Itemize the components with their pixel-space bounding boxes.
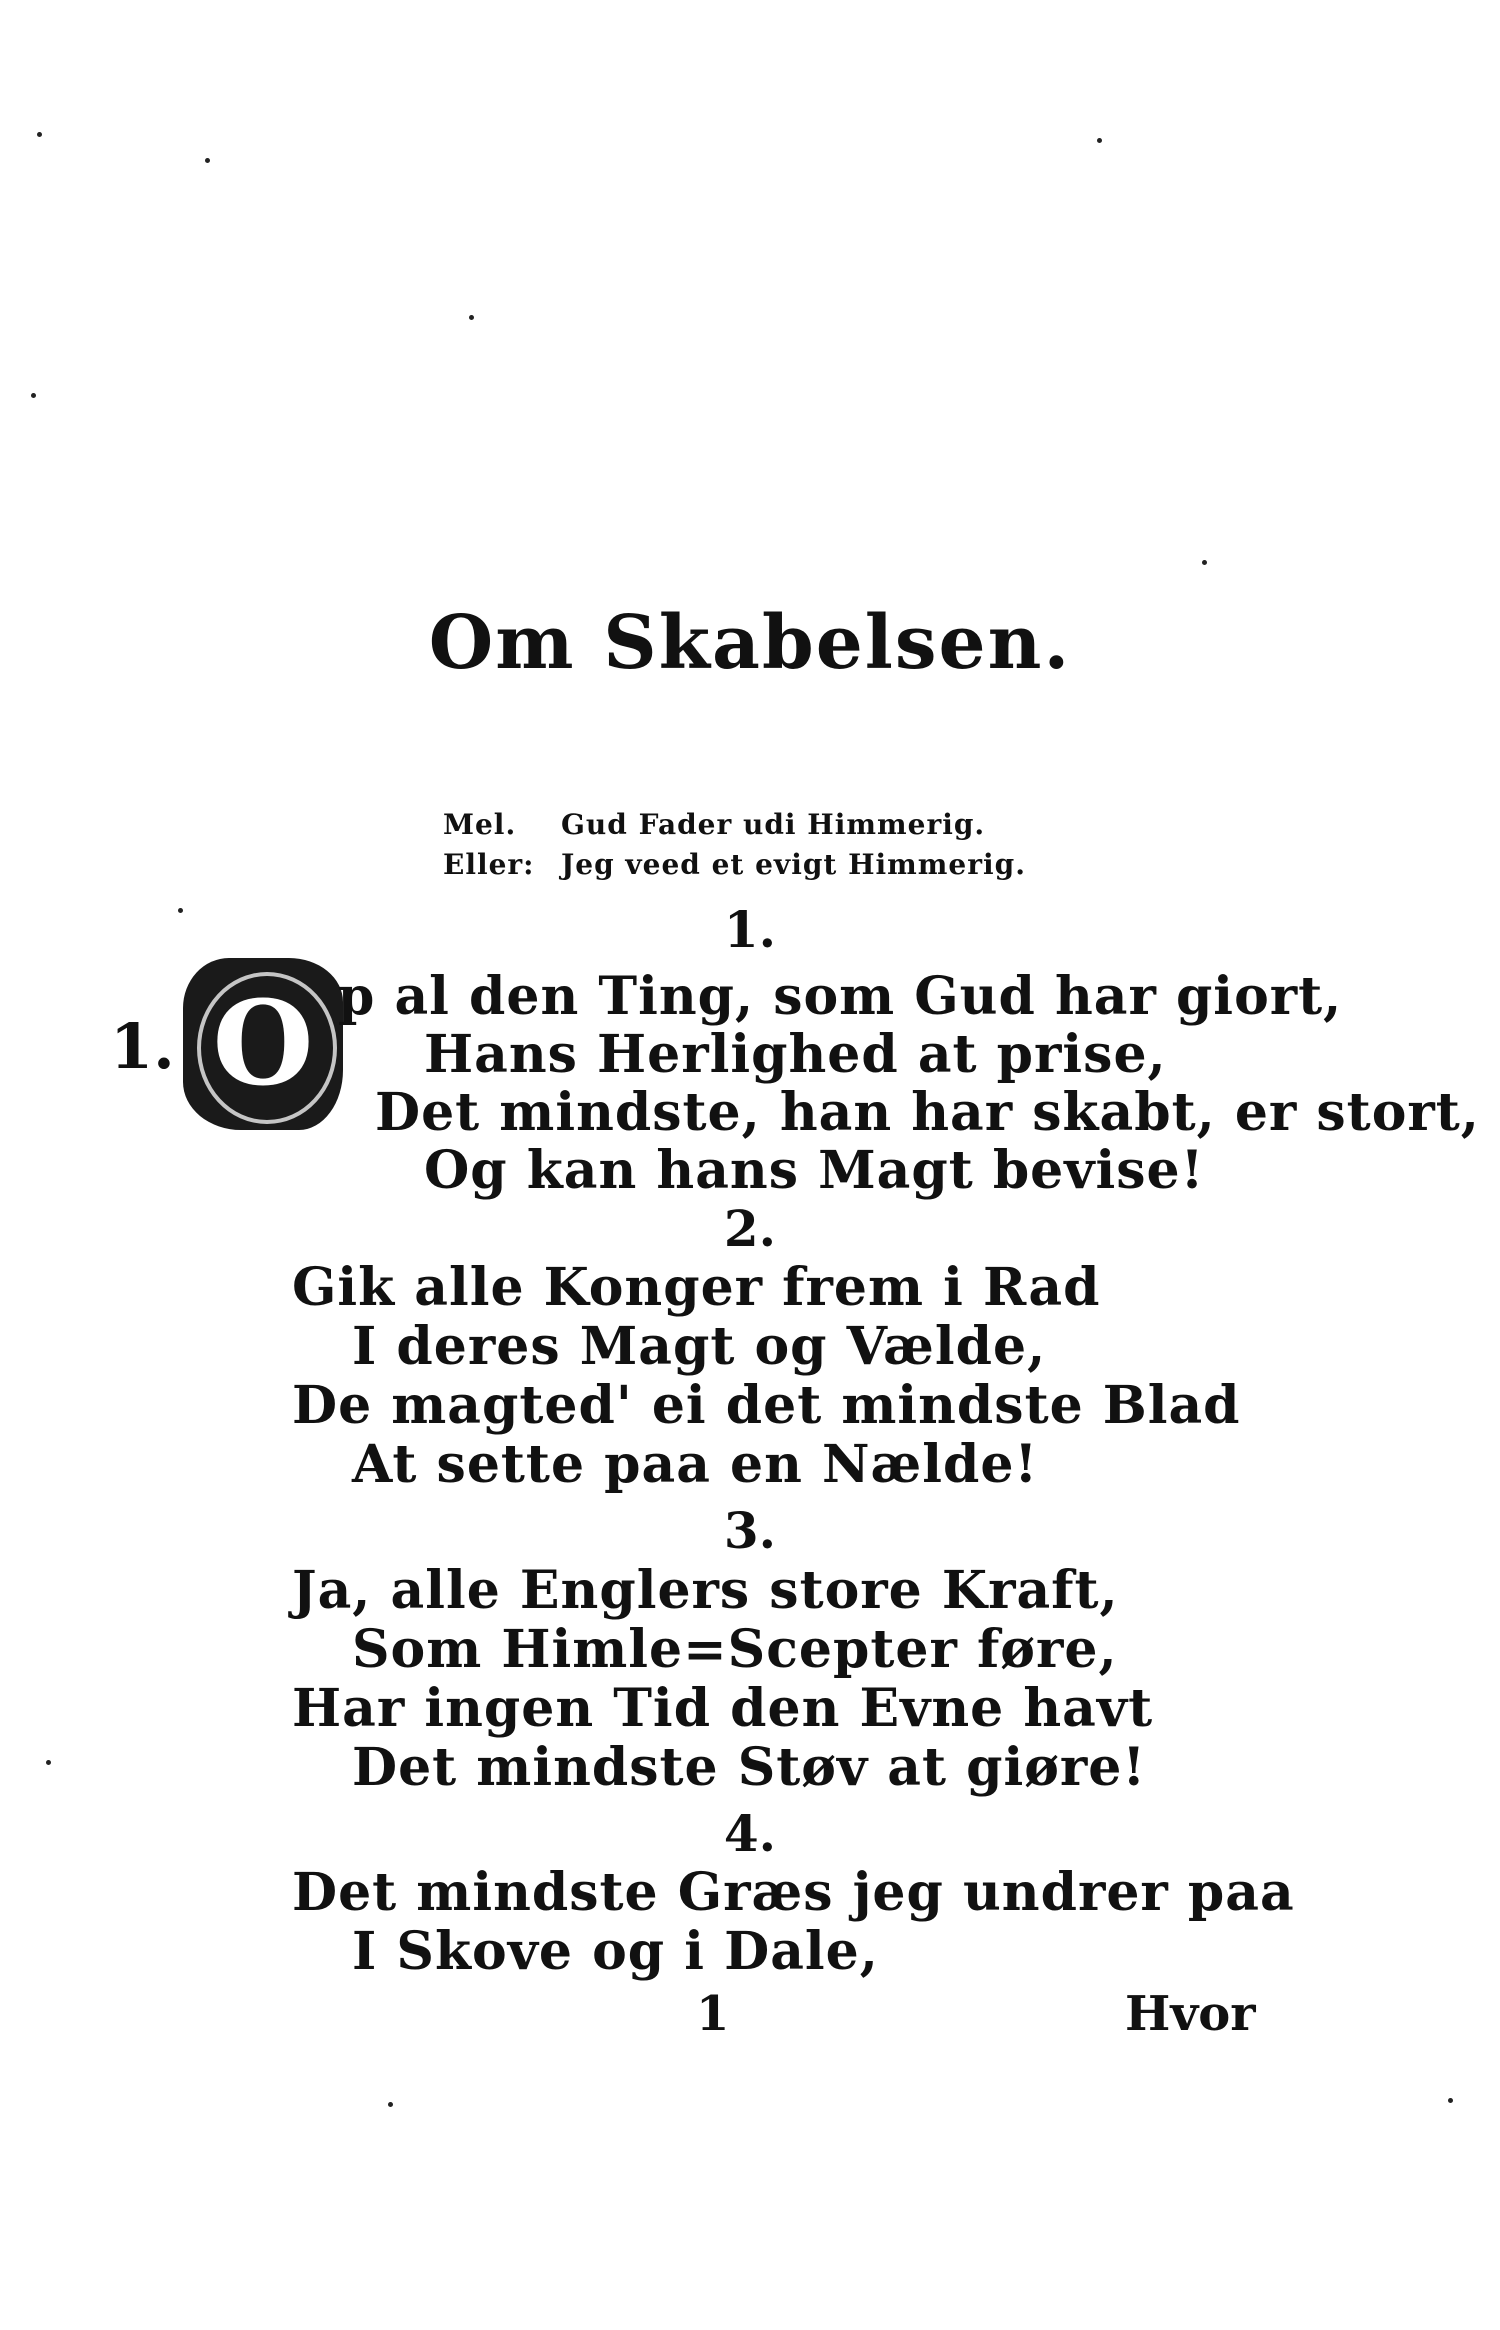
verse-line: I deres Magt og Vælde, bbox=[352, 1316, 1047, 1377]
hymn-number: 1. bbox=[110, 1010, 175, 1083]
verse-line: De magted' ei det mindste Blad bbox=[292, 1375, 1241, 1436]
verse-line: Det mindste Græs jeg undrer paa bbox=[292, 1862, 1295, 1923]
alternate-melody-text: Jeg veed et evigt Himmerig. bbox=[561, 848, 1026, 881]
scan-speck bbox=[1448, 2098, 1453, 2103]
verse-number: 1. bbox=[723, 900, 777, 959]
verse-line: Det mindste, han har skabt, er stort, bbox=[375, 1082, 1480, 1143]
alternate-melody-line bbox=[443, 848, 1026, 881]
scan-speck bbox=[388, 2102, 393, 2107]
scan-speck bbox=[46, 1760, 51, 1765]
melody-text: Gud Fader udi Himmerig. bbox=[561, 808, 986, 841]
scan-speck bbox=[31, 393, 36, 398]
page-number: 1 bbox=[696, 1986, 730, 2042]
catchword: Hvor bbox=[1125, 1986, 1256, 2042]
verse-line: Gik alle Konger frem i Rad bbox=[292, 1257, 1101, 1318]
alternate-melody-label: Eller: bbox=[443, 848, 535, 881]
verse-number: 3. bbox=[723, 1501, 777, 1560]
verse-line: Har ingen Tid den Evne havt bbox=[292, 1678, 1154, 1739]
scan-speck bbox=[37, 132, 42, 137]
verse-line: I Skove og i Dale, bbox=[352, 1921, 879, 1982]
drop-cap-letter: O bbox=[212, 976, 314, 1112]
verse-line: Hans Herlighed at prise, bbox=[424, 1024, 1167, 1085]
scan-speck bbox=[469, 315, 474, 320]
scan-speck bbox=[1202, 560, 1207, 565]
verse-number: 4. bbox=[723, 1804, 777, 1863]
verse-line: Det mindste Støv at giøre! bbox=[352, 1737, 1147, 1798]
scan-speck bbox=[1097, 138, 1102, 143]
verse-line: p al den Ting, som Gud har giort, bbox=[338, 966, 1343, 1027]
verse-line: Og kan hans Magt bevise! bbox=[424, 1140, 1205, 1201]
verse-number: 2. bbox=[723, 1199, 777, 1258]
melody-line bbox=[443, 808, 985, 841]
verse-line: Som Himle=Scepter føre, bbox=[352, 1619, 1118, 1680]
scan-speck bbox=[205, 158, 210, 163]
verse-line: At sette paa en Nælde! bbox=[352, 1434, 1039, 1495]
melody-label: Mel. bbox=[443, 808, 517, 841]
page-title: Om Skabelsen. bbox=[428, 600, 1072, 686]
verse-line: Ja, alle Englers store Kraft, bbox=[292, 1560, 1119, 1621]
ornamental-drop-cap bbox=[183, 958, 343, 1130]
